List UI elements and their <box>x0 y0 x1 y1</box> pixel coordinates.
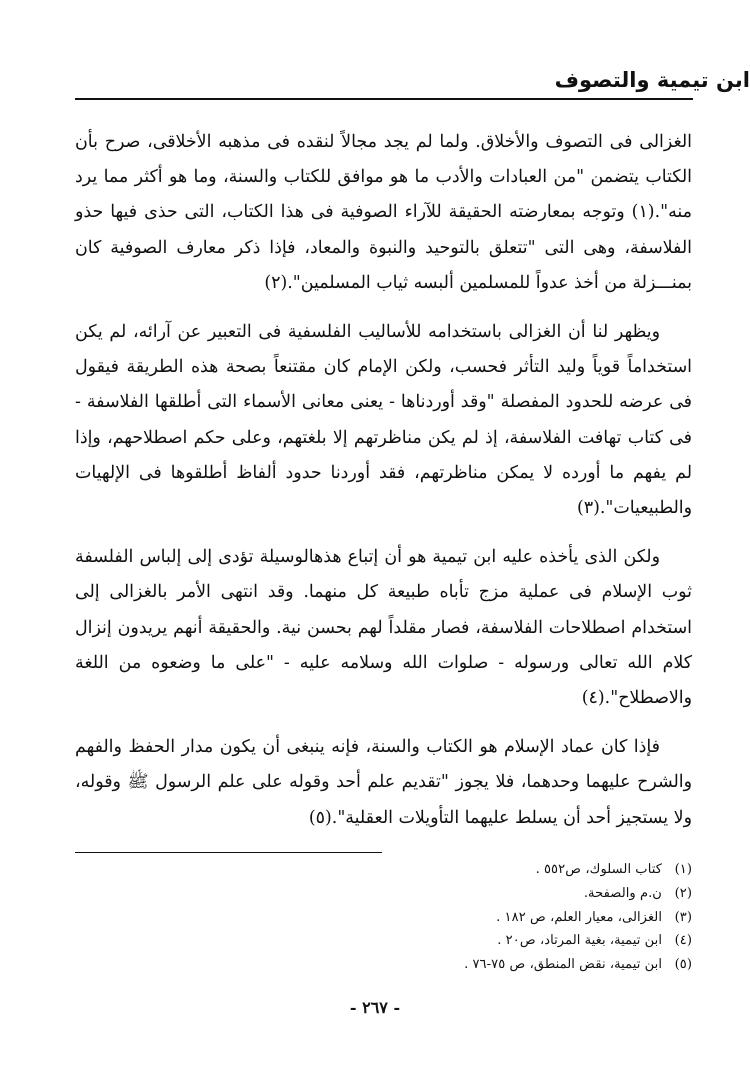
footnote-number: (٣) <box>674 909 692 925</box>
footnote-text: ابن تيمية، نقض المنطق، ص ٧٥-٧٦ . <box>464 957 662 973</box>
paragraph: الغزالى فى التصوف والأخلاق. ولما لم يجد مجالاً لنقده فى مذهبه الأخلاقى، صرح بأن الكتاب يتضمن "من العبادات والأدب ما هو موافق للكتاب والسنة، وما هو أكثر مما يرد منه".(١) وتوجه بمعارضته الحقيقة للآراء الصوفية فى هذا الكتاب، التى حذى فيها حذو الفلاسفة، وهى التى "تتعلق بالتوحيد والنبوة والمعاد، فإذا ذكر معارف الصوفية كان بمنـــزلة من أخذ عدواً للمسلمين ألبسه ثياب المسلمين".(٢) <box>75 132 692 293</box>
footnote-item <box>75 906 692 930</box>
paragraph: فإذا كان عماد الإسلام هو الكتاب والسنة، فإنه ينبغى أن يكون مدار الحفظ والفهم والشرح عليهما وحدهما، فلا يجوز "تقديم علم أحد وقوله على علم الرسول ﷺ وقوله، ولا يستجيز أحد أن يسلط عليهما التأويلات العقلية".(٥) <box>75 737 692 828</box>
page-number: - ٢٦٧ - <box>349 998 401 1017</box>
body-text <box>75 125 692 850</box>
footnote-item <box>75 953 692 977</box>
footnote-item <box>75 882 692 906</box>
footnote-number: (٥) <box>674 957 692 973</box>
paragraph: ويظهر لنا أن الغزالى باستخدامه للأساليب الفلسفية فى التعبير عن آرائه، لم يكن استخداماً قوياً وليد التأثر فحسب، ولكن الإمام كان مقتنعاً بصحة هذه الطريقة فيقول فى عرضه للحدود المفصلة "وقد أوردناها - يعنى معانى الأسماء التى أطلقها الفلاسفة - فى كتاب تهافت الفلاسفة، إذ لم يكن مناظرتهم إلا بلغتهم، وعلى حكم اصطلاحهم، وإذا لم يفهم ما أورده لا يمكن مناظرتهم، فقد أوردنا حدود ألفاظ أطلقوها فى الإلهيات والطبيعيات".(٣) <box>75 322 692 519</box>
footnote-text: الغزالى، معيار العلم، ص ١٨٢ . <box>496 909 662 925</box>
footnotes <box>75 858 692 977</box>
footnote-item <box>75 858 692 882</box>
footnote-rule <box>75 852 382 853</box>
footnote-text: ن.م والصفحة. <box>583 885 662 901</box>
footnote-item <box>75 929 692 953</box>
running-header-title: ابن تيمية والتصوف <box>554 68 750 92</box>
footnote-number: (٤) <box>674 933 692 949</box>
footnote-text: ابن تيمية، بغية المرتاد، ص٢٠ . <box>497 933 662 949</box>
paragraph: ولكن الذى يأخذه عليه ابن تيمية هو أن إتباع هذهالوسيلة تؤدى إلى إلباس الفلسفة ثوب الإسلام فى عملية مزج تأباه طبيعة كل منهما. وقد انتهى الأمر بالغزالى إلى استخدام اصطلاحات الفلاسفة، فصار مقلداً لهم بحسن نية. والحقيقة أنهم يريدون إنزال كلام الله تعالى ورسوله - صلوات الله وسلامه عليه - "على ما وضعوه من اللغة والاصطلاح".(٤) <box>75 547 692 709</box>
footnote-text: كتاب السلوك، ص٥٥٢ . <box>535 862 662 877</box>
header-rule <box>75 98 693 100</box>
footnote-number: (٢) <box>674 885 692 901</box>
footnote-number: (١) <box>674 862 692 877</box>
